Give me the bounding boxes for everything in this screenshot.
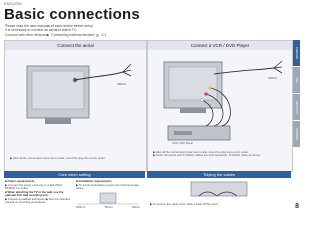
vcr-dvd-panel-title: Connect a VCR / DVD Player (148, 41, 292, 50)
page-title: Basic connections (4, 6, 140, 23)
aerial-connection-diagram (5, 52, 146, 152)
clearance-side-1: 50mm (104, 204, 113, 209)
care-section-band: Care when setting (4, 171, 145, 178)
aerial-panel (4, 40, 147, 172)
aerial-cable-label: AERIAL (117, 83, 127, 86)
clearance-top: 150mm (76, 204, 86, 209)
intro-line-2: It is necessary to connect an aerial to watch TV. (5, 28, 77, 33)
intro-note: Connect with other devices ▶ "Connecting external devices" (p. 17) (5, 32, 106, 37)
tidy-section-band: Tidying the cables (147, 171, 291, 178)
intro-line-1: Please read the user manuals of each device before setup. (5, 24, 94, 28)
clearance-side-2: 50mm (132, 204, 140, 209)
install-heading: ■ Installation requirements (76, 179, 112, 183)
aerial-cable (214, 68, 274, 74)
aerial-panel-note: ▶ After all the connections have been made, insert the plug into an AC outlet. (10, 156, 106, 160)
wall-heading: ■ When attaching the TV to the wall, use the optional JVC wall mounting unit. (5, 189, 64, 197)
aerial-cable-label: AERIAL (268, 77, 278, 80)
tidy-cables-illustration (147, 180, 291, 200)
vcr-dvd-panel-note: ▶ After all the connections have been made, insert the plug into an AC outlet. ▶ Audio composite and S-VIDEO cables are sold separately. S-VIDEO cable as shown. (153, 150, 262, 158)
care-column-2 (76, 180, 144, 209)
power-heading: ■ Power requirements (5, 179, 35, 183)
side-tab-trouble[interactable]: TROUBLE (293, 121, 300, 147)
power-text: ▶ Connect the power cord only to a 110-240V, 50/60Hz AC outlet. (5, 182, 63, 190)
clearance-labels (76, 206, 140, 210)
install-text: ▶ To avoid overheating, ensure the unit has ample space. (76, 182, 139, 190)
aerial-icon (274, 61, 282, 73)
tidy-note: ▶ To remove the cable cover, slide it back off the cover. (150, 202, 219, 206)
side-tab-prepare[interactable]: PREPARE (293, 40, 300, 66)
vcr-dvd-connection-diagram (148, 52, 292, 152)
intro-text (5, 24, 155, 37)
side-tab-settings[interactable]: SETTINGS (293, 94, 300, 120)
vcr-dvd-device-label: VCR / DVD Player (172, 142, 194, 145)
side-tabs (293, 40, 300, 148)
aerial-panel-title: Connect the aerial (5, 41, 146, 50)
wall-text: ▶ Consult a qualified technician. ▶ See the included manual on mounting procedures. (5, 196, 70, 204)
vcr-dvd-panel (147, 40, 293, 172)
clearance-diagram (76, 192, 140, 206)
page-number: 8 (295, 203, 299, 210)
side-tab-use[interactable]: USE (293, 67, 300, 93)
corner-label: ENGLISH (4, 1, 22, 6)
aerial-icon (123, 64, 131, 76)
care-column-1 (5, 180, 71, 205)
